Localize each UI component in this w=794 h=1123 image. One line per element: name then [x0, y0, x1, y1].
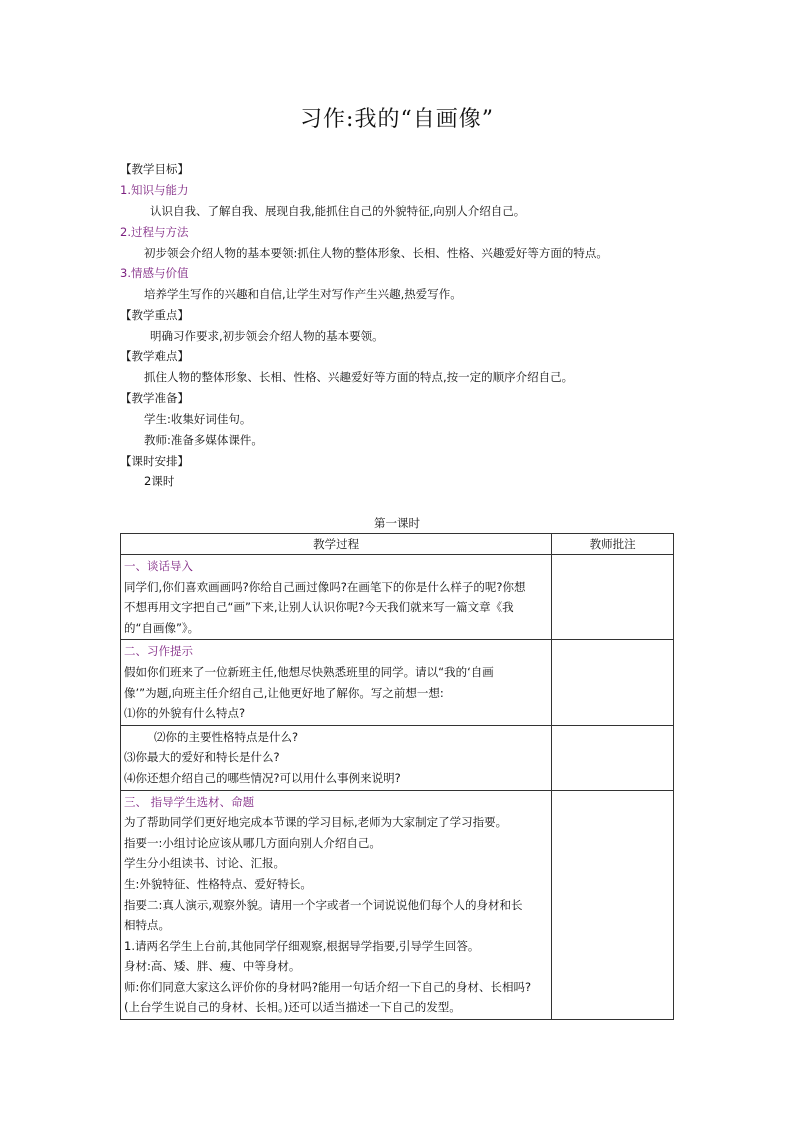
section-hints-questions-cell: [121, 725, 552, 790]
text-line: ⑴你的外貌有什么特点?: [124, 706, 246, 721]
table-row: [121, 640, 674, 725]
text-line: 身材:高、矮、胖、瘦、中等身材。: [124, 959, 301, 974]
goal-text-knowledge: 认识自我、了解自我、展现自我,能抓住自己的外貌特征,向别人介绍自己。: [150, 204, 526, 218]
prep-heading: 【教学准备】: [120, 391, 189, 405]
section-title: 一、谈话导入: [124, 559, 193, 573]
text-line: (上台学生说自己的身材、长相。)还可以适当描述一下自己的发型。: [124, 1000, 461, 1015]
key-heading: 【教学重点】: [120, 308, 189, 322]
difficulty-heading: 【教学难点】: [120, 349, 189, 363]
section-title: 三、 指导学生选材、命题: [124, 794, 255, 809]
text-line: 师:你们同意大家这么评价你的身材吗?能用一句话介绍一下自己的身材、长相吗?: [124, 979, 532, 994]
text-line: 为了帮助同学们更好地完成本节课的学习目标,老师为大家制定了学习指要。: [124, 815, 508, 830]
text-line: ⑵你的主要性格特点是什么?: [154, 729, 299, 744]
text-line: 相特点。: [124, 918, 170, 933]
text-line: 的“自画像”》。: [124, 620, 200, 635]
goals-heading: 【教学目标】: [120, 162, 189, 176]
table-caption: 第一课时: [374, 516, 420, 530]
schedule-text: 2课时: [144, 474, 175, 488]
goal-text-emotion: 培养学生写作的兴趣和自信,让学生对写作产生兴趣,热爱写作。: [144, 287, 462, 301]
notes-cell: [552, 640, 674, 725]
notes-cell: [552, 790, 674, 1020]
page-title: 习作:我的“自画像”: [300, 107, 494, 132]
table-row: [121, 790, 674, 1020]
table-row: [121, 555, 674, 640]
col-header-process: 教学过程: [121, 534, 552, 555]
text-line: ⑷你还想介绍自己的哪些情况?可以用什么事例来说明?: [124, 770, 401, 785]
goal-label-process: 2.过程与方法: [120, 225, 189, 239]
text-line: 指要二:真人演示,观察外貌。请用一个字或者一个词说说他们每个人的身材和长: [124, 897, 523, 912]
text-line: 不想再用文字把自己“画”下来,让别人认识你呢?今天我们就来写一篇文章《我: [124, 600, 514, 615]
text-line: 1.请两名学生上台前,其他同学仔细观察,根据导学指要,引导学生回答。: [124, 938, 480, 953]
table-header-row: [121, 534, 674, 555]
section-hints-cell: [121, 640, 552, 725]
text-line: 同学们,你们喜欢画画吗?你给自己画过像吗?在画笔下的你是什么样子的呢?你想: [124, 579, 526, 594]
table-row: [121, 725, 674, 790]
notes-cell: [552, 725, 674, 790]
goal-label-emotion: 3.情感与价值: [120, 266, 189, 280]
text-line: 生:外貌特征、性格特点、爱好特长。: [124, 876, 312, 891]
text-line: 指要一:小组讨论应该从哪几方面向别人介绍自己。: [124, 835, 381, 850]
key-text: 明确习作要求,初步领会介绍人物的基本要领。: [150, 329, 384, 343]
difficulty-text: 抓住人物的整体形象、长相、性格、兴趣爱好等方面的特点,按一定的顺序介绍自己。: [144, 370, 574, 384]
section-intro-cell: [121, 555, 552, 640]
section-title: 二、习作提示: [124, 644, 193, 659]
lesson-plan-table: [120, 533, 674, 1020]
col-header-notes: 教师批注: [552, 534, 674, 555]
notes-cell: [552, 555, 674, 640]
goal-label-knowledge: 1.知识与能力: [120, 183, 189, 197]
prep-student: 学生:收集好词佳句。: [144, 412, 252, 426]
section-guidance-cell: [121, 790, 552, 1020]
schedule-heading: 【课时安排】: [120, 454, 189, 468]
prep-teacher: 教师:准备多媒体课件。: [144, 433, 263, 447]
text-line: 学生分小组读书、讨论、汇报。: [124, 856, 285, 871]
text-line: 假如你们班来了一位新班主任,他想尽快熟悉班里的同学。请以“我的‘自画: [124, 664, 494, 679]
text-line: 像’”为题,向班主任介绍自己,让他更好地了解你。写之前想一想:: [124, 685, 444, 700]
goal-text-process: 初步领会介绍人物的基本要领:抓住人物的整体形象、长相、性格、兴趣爱好等方面的特点。: [144, 246, 608, 260]
text-line: ⑶你最大的爱好和特长是什么?: [124, 750, 280, 765]
